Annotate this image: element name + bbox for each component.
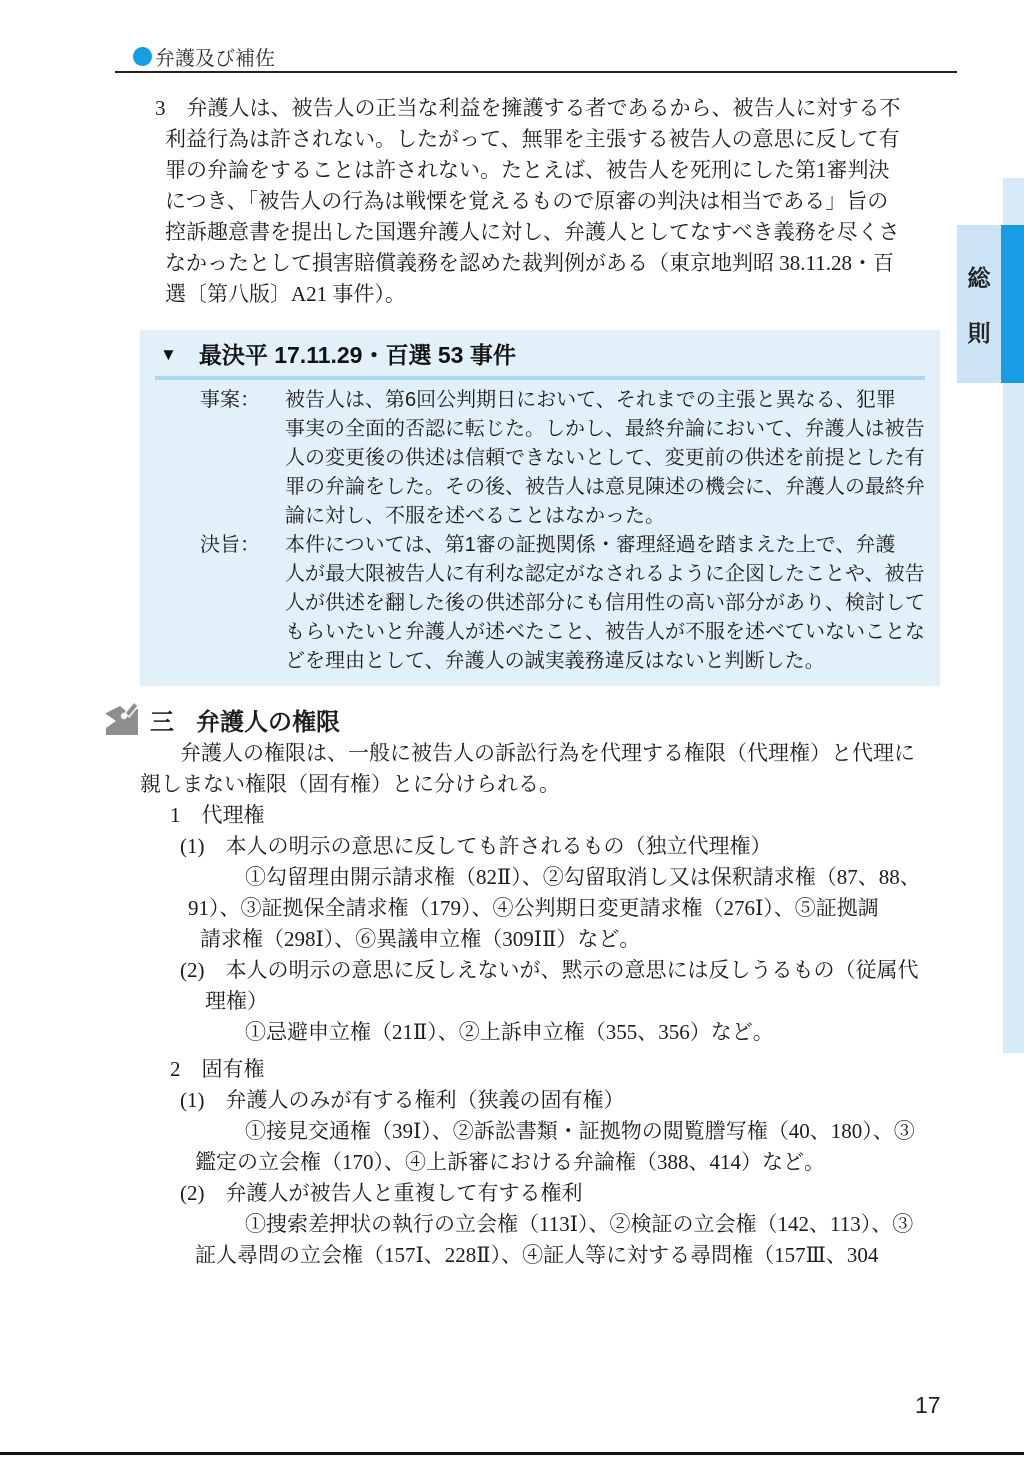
running-header — [133, 42, 275, 71]
text-line: 人が最大限被告人に有利な認定がなされるように企図したことや、被告 — [285, 563, 925, 585]
text-line: につき、「被告人の行為は戦慄を覚えるもので原審の判決は相当である」旨の — [165, 189, 889, 213]
list-item: 2 固有権 — [170, 1057, 265, 1081]
bottom-rule — [0, 1452, 1024, 1455]
list-item: (1) 本人の明示の意思に反しても許されるもの（独立代理権） — [180, 834, 772, 858]
text-line: 利益行為は許されない。したがって、無罪を主張する被告人の意思に反して有 — [165, 127, 900, 151]
list-item: ①忌避申立権（21Ⅱ）、②上訴申立権（355、356）など。 — [245, 1020, 774, 1044]
text-line: 罪の弁論をした。その後、被告人は意見陳述の機会に、弁護人の最終弁 — [285, 476, 925, 498]
main-content — [140, 93, 940, 1271]
text-line: 親しまない権限（固有権）とに分けられる。 — [140, 772, 560, 796]
text-line: どを理由として、弁護人の誠実義務違反はないと判断した。 — [285, 650, 825, 672]
case-facts-text — [140, 386, 940, 531]
text-line: 被告人は、第6回公判期日において、それまでの主張と異なる、犯罪 — [285, 389, 896, 411]
chapter-thumb-tab — [957, 225, 1001, 383]
header-rule — [115, 71, 957, 73]
case-ruling-label: 決旨： — [200, 534, 260, 556]
list-item: 鑑定の立会権（170）、④上訴審における弁論権（388、414）など。 — [195, 1150, 825, 1174]
text-line: 事実の全面的否認に転じた。しかし、最終弁論において、弁護人は被告 — [285, 418, 925, 440]
text-line: 弁護人の権限は、一般に被告人の訴訟行為を代理する権限（代理権）と代理に — [180, 741, 915, 765]
case-ruling-row — [140, 531, 940, 676]
section-title: 弁護人の権限 — [196, 709, 340, 736]
text-line: 3 弁護人は、被告人の正当な利益を擁護する者であるから、被告人に対する不 — [155, 96, 901, 120]
case-ruling-text — [140, 531, 940, 676]
case-facts-label: 事案： — [200, 389, 260, 411]
text-line: もらいたいと弁護人が述べたこと、被告人が不服を述べていないことな — [285, 621, 925, 643]
running-header-title: 弁護及び補佐 — [155, 48, 275, 70]
list-item: 理権） — [205, 989, 268, 1013]
case-box-title: 最決平 17.11.29・百選 53 事件 — [198, 342, 516, 368]
text-line: 本件については、第1審の証拠関係・審理経過を踏まえた上で、弁護 — [285, 534, 896, 556]
page-number: 17 — [915, 1392, 941, 1418]
case-box-header — [140, 334, 940, 376]
list-item: (2) 弁護人が被告人と重複して有する権利 — [180, 1181, 583, 1205]
text-line: 論に対し、不服を述べることはなかった。 — [285, 505, 665, 527]
list-item: ①捜索差押状の執行の立会権（113Ⅰ）、②検証の立会権（142、113）、③ — [245, 1212, 914, 1236]
list-item: (2) 本人の明示の意思に反しえないが、黙示の意思には反しうるもの（従属代 — [180, 958, 919, 982]
section-three-heading — [140, 700, 940, 738]
page-edge-highlight — [1001, 225, 1024, 383]
text-line: 罪の弁論をすることは許されない。たとえば、被告人を死刑にした第1審判決 — [165, 158, 890, 182]
list-item: 請求権（298Ⅰ）、⑥異議申立権（309ⅠⅡ）など。 — [200, 927, 641, 951]
list-item: 1 代理権 — [170, 803, 265, 827]
blue-dot-icon — [133, 47, 152, 66]
paragraph-3 — [140, 93, 940, 310]
section-number: 三 — [150, 709, 174, 736]
list-item: 91）、③証拠保全請求権（179）、④公判期日変更請求権（276Ⅰ）、⑤証拠調 — [188, 896, 879, 920]
case-box-underline — [155, 376, 925, 380]
list-item: ①勾留理由開示請求権（82Ⅱ）、②勾留取消し又は保釈請求権（87、88、 — [245, 865, 921, 889]
text-line: 選〔第八版〕A21 事件）。 — [165, 282, 406, 306]
text-line: 控訴趣意書を提出した国選弁護人に対し、弁護人としてなすべき義務を尽くさ — [165, 220, 900, 244]
tab-char: 則 — [967, 320, 991, 346]
text-line: なかったとして損害賠償義務を認めた裁判例がある（東京地判昭 38.11.28・百 — [165, 251, 894, 275]
case-box — [140, 330, 940, 686]
list-item: (1) 弁護人のみが有する権利（狭義の固有権） — [180, 1088, 625, 1112]
triangle-marker-icon: ▼ — [160, 345, 177, 364]
section-three-intro — [140, 738, 940, 800]
section-three-list — [140, 800, 940, 1271]
case-facts-row — [140, 386, 940, 531]
list-item: 証人尋問の立会権（157Ⅰ、228Ⅱ）、④証人等に対する尋問権（157Ⅲ、304 — [195, 1243, 879, 1267]
text-line: 人の変更後の供述は信頼できないとして、変更前の供述を前提とした有 — [285, 447, 925, 469]
text-line: 人が供述を翻した後の供述部分にも信用性の高い部分があり、検討して — [285, 592, 925, 614]
list-item: ①接見交通権（39Ⅰ）、②訴訟書類・証拠物の閲覧謄写権（40、180）、③ — [245, 1119, 915, 1143]
tab-char: 総 — [967, 265, 991, 291]
pencil-icon — [104, 701, 140, 737]
